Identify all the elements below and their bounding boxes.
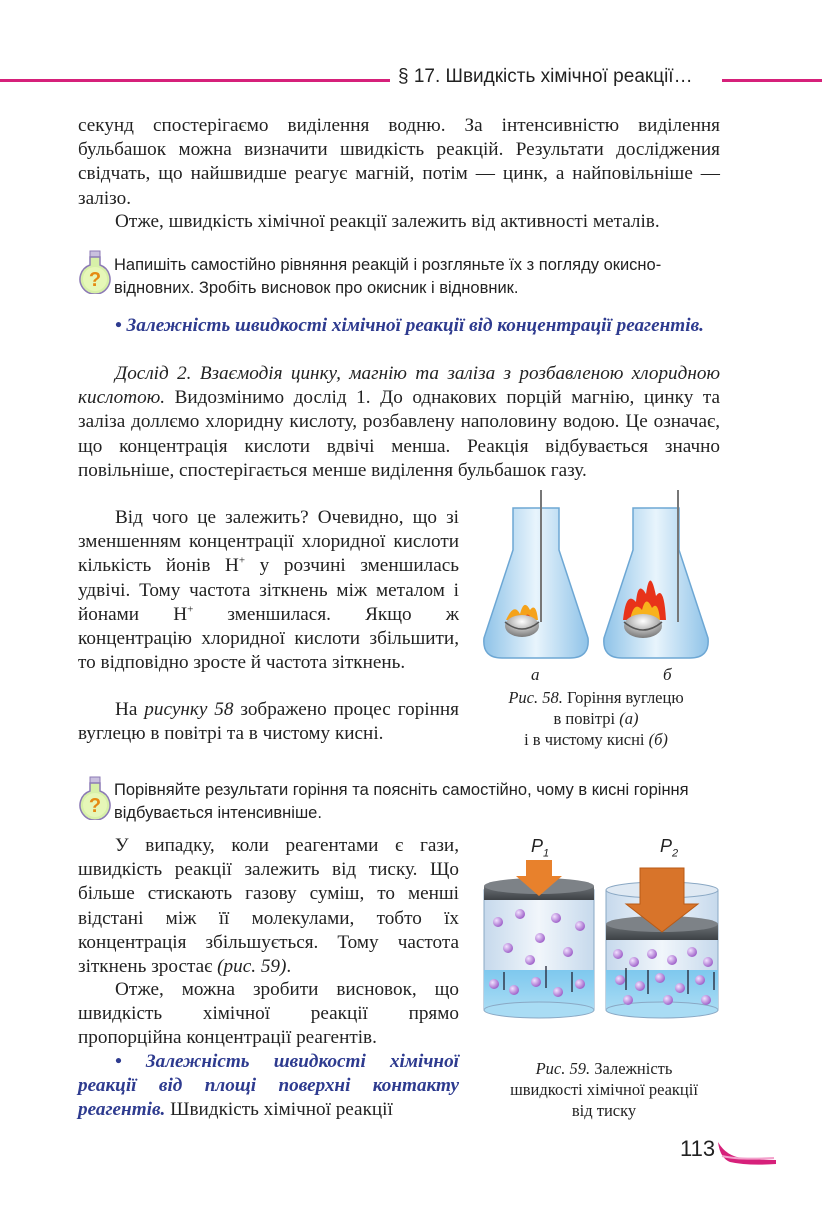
p3-text-a: Від чого це залежить? Очевидно, що зі зменшенням концентрації хлоридної кислоти кількість йонів H xyxy=(78,507,459,577)
flask-b xyxy=(604,490,708,658)
pressure-label-p2: $P_2$ xyxy=(660,836,679,860)
figure-59-cylinders xyxy=(480,860,724,1020)
superscript-plus: + xyxy=(187,603,194,616)
question-flask-icon xyxy=(76,776,114,820)
header-line-right xyxy=(722,79,822,82)
p5-text-a: У випадку, коли реагентами є гази, швидкість реакції залежить від тиску. Що більше стискають газову суміш, то менші відстані між її молекулами, тобто їх концентрація збільшується. Тому частота зіткнень зростає xyxy=(78,835,459,978)
figure-58-reference: рисунку 58 xyxy=(144,699,234,720)
section-heading-concentration: • Залежність швидкості хімічної реакції від концентрації реагентів. xyxy=(115,315,704,336)
figure-58-label-a: а xyxy=(531,665,540,684)
svg-text:?: ? xyxy=(88,795,102,817)
figure-58-flasks xyxy=(478,490,718,670)
flask-a xyxy=(484,490,588,658)
p4-text-c: зображено процес горіння вуглецю в повітрі та в чистому кисні. xyxy=(78,699,459,745)
p5-text-c: . xyxy=(286,956,292,978)
p3-text-c: зменшилася. Якщо ж концентрацію хлоридної кислоти збільшити, то відповідно зросте й частота зіткнень. xyxy=(78,603,459,674)
pressure-label-p1: $P_1$ xyxy=(531,836,550,860)
caption-label-a: (а) xyxy=(619,709,639,728)
experiment-2-title: Дослід 2. Взаємодія цинку, магнію та заліза з розбавленою хлоридною кислотою. xyxy=(78,363,720,409)
paragraph-3 xyxy=(78,506,459,675)
caption-line-2: в повітрі xyxy=(553,709,620,728)
question-flask-icon xyxy=(76,250,114,294)
caption-line-3: від тиску xyxy=(571,1101,637,1120)
paragraph-4 xyxy=(78,698,459,746)
experiment-2-text: Видозмінимо дослід 1. До однакових порцій магнію, цинку та заліза доллємо хлоридну кислоту, розбавлену наполовину водою. Це означає, що концентрація кислоти вдвічі менша. Реакція відбувається значно повільніше, спостерігається менше виділення бульбашок газу. xyxy=(78,387,720,481)
p4-text-a: На xyxy=(115,699,145,720)
paragraph-6: Отже, можна зробити висновок, що швидкість хімічної реакції прямо пропорційна концентрації реагентів. xyxy=(78,979,459,1049)
section-heading-surface xyxy=(78,1050,459,1123)
caption-ref: Рис. 58. xyxy=(508,688,563,707)
figure-59-caption xyxy=(486,1058,722,1121)
caption-line-3: і в чистому кисні xyxy=(524,730,649,749)
cylinder-low-pressure xyxy=(484,860,594,1018)
header-line-left xyxy=(0,79,390,82)
svg-text:?: ? xyxy=(88,269,102,291)
superscript-plus: + xyxy=(238,555,246,568)
heading-2-tail: Швидкість хімічної реакції xyxy=(165,1099,393,1121)
header-title: § 17. Швидкість хімічної реакції… xyxy=(398,66,693,87)
cylinder-high-pressure xyxy=(606,868,718,1018)
figure-58-label-b: б xyxy=(663,665,672,684)
paragraph-5 xyxy=(78,834,459,979)
caption-line-2: швидкості хімічної реакції xyxy=(510,1080,698,1099)
caption-line-1: Горіння вуглецю xyxy=(562,688,684,707)
page-corner-swoosh-icon xyxy=(718,1138,778,1168)
figure-59-reference: (рис. 59) xyxy=(217,956,287,978)
paragraph-1: секунд спостерігаємо виділення водню. За інтенсивністю виділення бульбашок можна визначити швидкість реакцій. Результати досліджения свідчать, що найшвидше реагує магній, потім — цинк, а найповільніше — залізо. xyxy=(78,115,720,209)
caption-ref: Рис. 59. xyxy=(535,1059,591,1078)
heading-2-text: • Залежність швидкості хімічної реакції від площі поверхні контакту реагентів. xyxy=(78,1051,459,1121)
task-2-text: Порівняйте результати горіння та поясніть самостійно, чому в кисні горіння відбувається інтенсивніше. xyxy=(114,781,689,822)
page-number: 113 xyxy=(680,1136,716,1161)
experiment-2-paragraph xyxy=(78,362,720,483)
figure-58-caption xyxy=(478,687,714,750)
caption-line-1: Залежність xyxy=(590,1059,673,1078)
p3-text-b: у розчині зменшилась удвічі. Тому частота зіткнень між металом і йонами H xyxy=(78,555,459,625)
caption-label-b: (б) xyxy=(648,730,668,749)
task-1-text: Напишіть самостійно рівняння реакцій і розгляньте їх з погляду окисно-відновних. Зробіть висновок про окисник і відновник. xyxy=(114,256,662,297)
paragraph-2: Отже, швидкість хімічної реакції залежить від активності металів. xyxy=(115,211,660,232)
